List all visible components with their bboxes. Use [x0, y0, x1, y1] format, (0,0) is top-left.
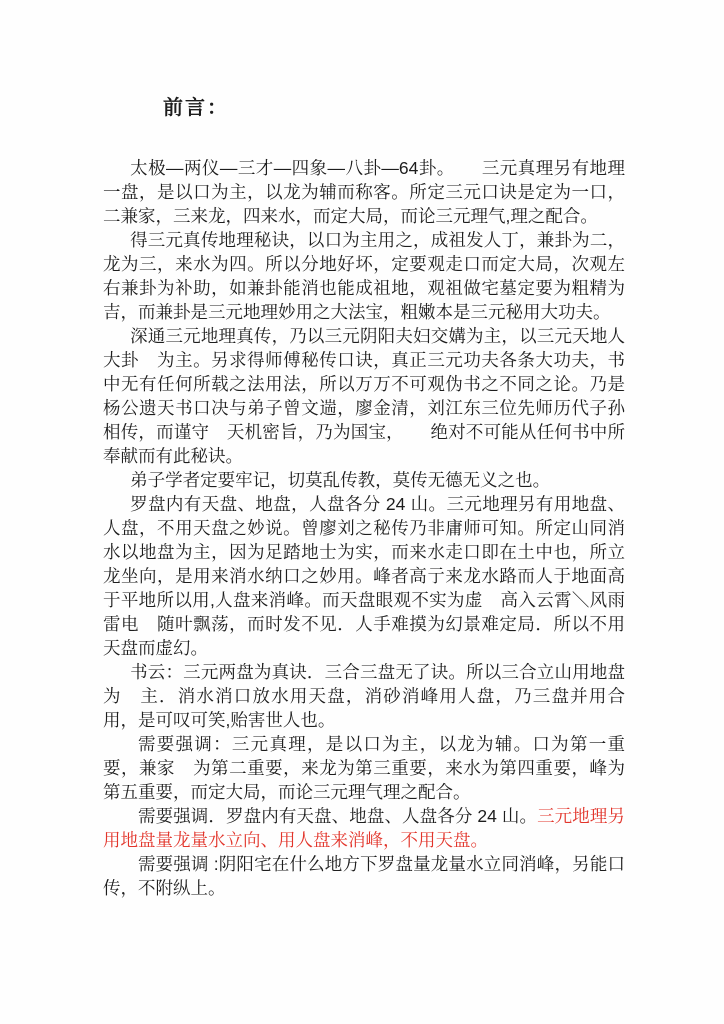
- paragraph-disciple-warning: [103, 468, 625, 492]
- paragraph-taiji: [103, 156, 625, 228]
- paragraph-text: 弟子学者定要牢记，切莫乱传教，莫传无德无义之也。: [130, 470, 551, 490]
- paragraph-text: 需要强调：三元真理，是以口为主，以龙为辅。口为第一重要，兼家 为第二重要，来龙为第三重要，来水为第四重要，峰为第五重要，而定大局，而论三元理气理之配合。: [103, 734, 625, 802]
- paragraph-red-highlight: 三元地理另用地盘量龙量水立向、用人盘来消峰，不用天盘。: [103, 806, 625, 850]
- page-title: 前言：: [163, 97, 229, 119]
- paragraph-text: 深通三元地理真传，乃以三元阴阳夫妇交媾为主，以三元天地人大卦 为主。另求得师傅秘传口诀，真正三元功夫各条大功夫，书中无有任何所载之法用法，所以万万不可观伪书之不同之论。乃是杨公遗天书口决与弟子曾文遄，廖金清，刘江东三位先师历代子孙相传，而谨守 天机密旨，乃为国宝， 绝对不可能从任何书中所奉献而有此秘诀。: [103, 326, 625, 466]
- paragraph-text: 需要强调．罗盘内有天盘、地盘、人盘各分 24 山。: [138, 806, 538, 826]
- paragraph-text: 得三元真传地理秘诀，以口为主用之，成祖发人丁，兼卦为二，龙为三，来水为四。所以分地好坏，定要观走口而定大局，次观左右兼卦为补助，如兼卦能消也能成祖地，观祖做宅墓定要为粗精为吉，而兼卦是三元地理妙用之大法宝，粗嫩本是三元秘用大功夫。: [103, 230, 625, 322]
- paragraph-book-says: [103, 660, 625, 732]
- paragraph-text: 罗盘内有天盘、地盘，人盘各分 24 山。三元地理另有用地盘、人盘，不用天盘之妙说。曾廖刘之秘传乃非庸师可知。所定山同消水以地盘为主，因为足踏地士为实，而来水走口即在土中也，所立龙坐向，是用来消水纳口之妙用。峰者高亍来龙水路而人于地面高于平地所以用,人盘来消峰。而天盘眼观不实为虚 高入云霄＼风雨雷电 随叶飘荡，而时发不见．人手难摸为幻景难定局．所以不用天盘而虚幻。: [103, 494, 625, 658]
- paragraph-true-transmission: [103, 324, 625, 468]
- paragraph-text: 太极—两仪—三才—四象—八卦—64卦。 三元真理另有地理一盘，是以口为主，以龙为辅而称客。所定三元口诀是定为一口，二兼家，三来龙，四来水，而定大局，而论三元理气,理之配合。: [103, 158, 625, 226]
- paragraph-luopan-plates: [103, 492, 625, 660]
- paragraph-text: 书云：三元两盘为真诀．三合三盘无了诀。所以三合立山用地盘为 主．消水消口放水用天盘，消砂消峰用人盘，乃三盘并用合用，是可叹可笑,贻害世人也。: [103, 662, 625, 730]
- paragraph-secret-formula: [103, 228, 625, 324]
- paragraph-emphasis-yinyang: [103, 852, 625, 900]
- paragraph-emphasis-luopan: [103, 804, 625, 852]
- paragraph-emphasis-truth: [103, 732, 625, 804]
- paragraph-text: 需要强调 :阴阳宅在什么地方下罗盘量龙量水立同消峰，另能口传，不附纵上。: [103, 854, 625, 898]
- document-body: [103, 156, 625, 900]
